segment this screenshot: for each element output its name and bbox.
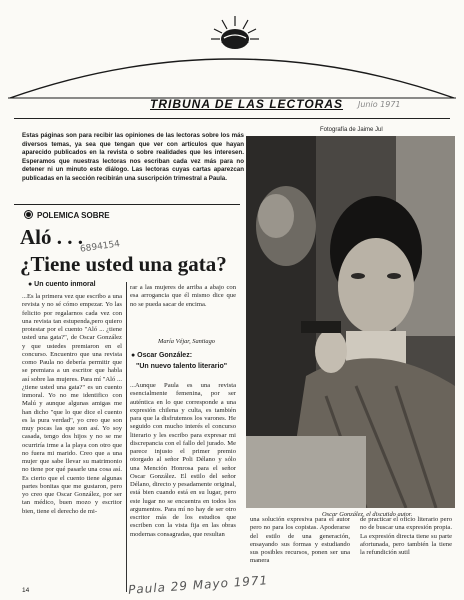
section-label [24,210,110,220]
handwritten-date: Junio 1971 [358,100,401,109]
section-label-text: POLEMICA SOBRE [37,211,110,220]
article-column-2-top: rar a las mujeres de arriba a abajo con esa arrogancia que él mismo dice que no se pueda sacar de encima. [130,284,236,308]
headline-line-1: Aló . . . [20,225,83,249]
handwritten-number: 6894154 [79,239,121,255]
subheading-gonzalez: ● Oscar González: [131,352,193,359]
target-icon [24,210,33,219]
column-divider [126,282,127,592]
subheading-nuevo-talento: "Un nuevo talento literario" [136,363,228,370]
article-column-3: una solución expresiva para el autor pero no para los copistas. Apoderarse del estilo de una generación, ensayando sus formas y estudiando sus posibles recursos, ponen ser una manera [250,516,350,565]
headline-line-2: ¿Tiene usted una gata? [20,252,227,276]
letter-signature: María Véjar, Santiago [158,338,215,345]
divider [14,118,450,119]
header-arch [8,40,456,102]
photo-caption: Oscar González, el discutido autor. [322,511,413,518]
handwritten-footer: Paula 29 Mayo 1971 [127,573,269,597]
article-column-4: de practicar el oficio literario pero no de buscar una expresión propia. La expresión directa tiene su parte afortunada, pero también la tiene la refundición sutil [360,516,452,556]
subheading-inmoral: ● Un cuento inmoral [28,281,96,288]
section-title: TRIBUNA DE LAS LECTORAS [150,97,344,111]
article-column-1: ...Es la primera vez que escribo a una revista y no sé cómo empezar. Yo las felicito por regalarnos cada vez con una revista tan estupenda,pero quiero protestar por el cuento "Aló ... ¿tiene usted una gata?", de Oscar González y que ustedes premiaron en el concurso. Encuentro que una revista como Paula no debería permitir que se premiara a un escritor que habla así sobre las mujeres. Para mí "Aló ... ¿tiene usted una gata?" es un cuento inmoral. Yo no me identifico con Malú y aunque algunas amigas me han dicho "que lo que dice el cuento es la pura verdad", yo creo que son muy pocas las que son así. Yo soy casada, tengo dos hijos y no se me ocurriría irme a la playa con otro que no fuera mi marido. Creo que a una mujer que sabe llevar su matrimonio no tiene por qué pasarle una cosa así. Es cierto que el cuento tiene algunas partes bonitas que me gustaron, pero yo creo que Oscar González, por ser tan médico, buen mozo y escritor bien, tiene el derecho de mi- [22,293,122,515]
intro-paragraph: Estas páginas son para recibir las opiniones de las lectoras sobre los más diversos temas, ya sea que tengan que ver con artículos que hayan aparecido publicados en la revista o sobre realidades que les interesen. Esperamos que nuestras lectoras nos escriban cada vez más para no detener ni un minuto este diálogo. Las lectoras cuyas cartas aparezcan publicadas en la sección recibirán una suscripción trimestral a Paula. [22,132,244,182]
divider [14,204,240,205]
author-photo [246,136,455,508]
page-number: 14 [22,587,30,594]
photo-credit: Fotografía de Jaime Jul [320,127,383,133]
article-column-2: ...Aunque Paula es una revista esencialmente femenina, por ser auténtica en lo que corresponde a una expresión chilena y culta, es también para que la disfrutemos los varones. He seguido con mucho interés el concurso literario y les escribo para expresar mi discrepancia con el fallo del jurado. Me parece injusto el primer premio otorgado al señor Poli Délano y sólo una Mención Honrosa para el señor Oscar González. El estilo del señor Délano, directo y pesadamente original, está bien cuando está en su lugar, pero este lugar no se encuentra en todos los argumentos. Para mí no hay de ser otro escritor más de los estudios que escriben con la vista fija en las obras modernas consagradas, que resultan [130,382,236,538]
